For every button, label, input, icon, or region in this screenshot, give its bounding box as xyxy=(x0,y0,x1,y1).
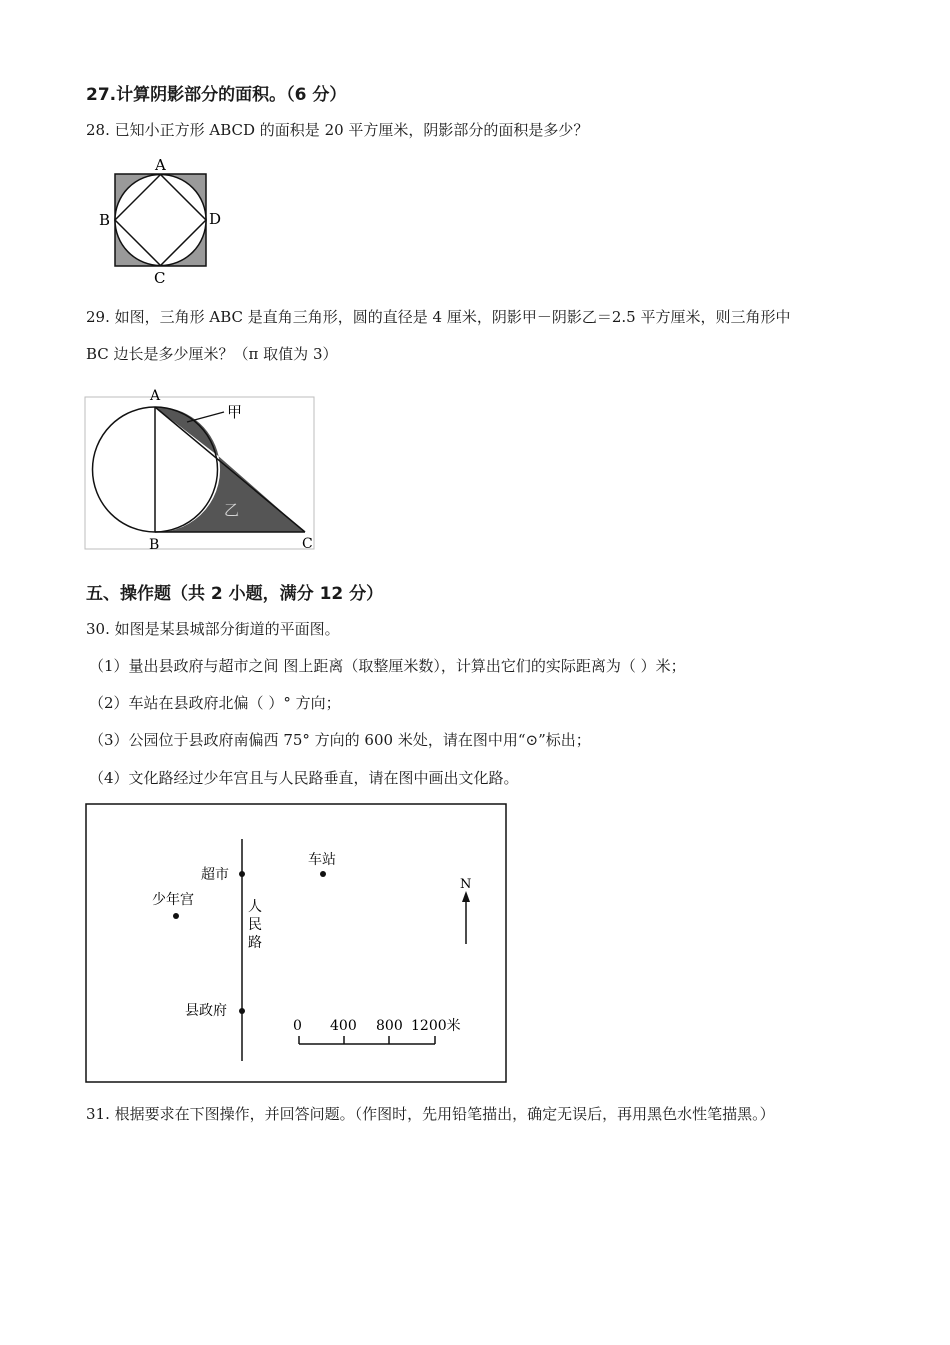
map-frame xyxy=(86,804,506,1082)
question-31-text: 31. 根据要求在下图操作，并回答问题。（作图时，先用铅笔描出，确定无误后，再用黑色水性笔描黑。） xyxy=(86,1105,775,1123)
scale-label-400: 400 xyxy=(330,1018,357,1034)
road-name-char-2: 民 xyxy=(248,917,262,933)
station-label: 车站 xyxy=(308,852,336,868)
road-name-char-3: 路 xyxy=(248,935,262,951)
question-29-line2: BC 边长是多少厘米？（π 取值为 3） xyxy=(86,345,338,363)
label-d: D xyxy=(209,210,222,228)
question-29-line1: 29. 如图，三角形 ABC 是直角三角形，圆的直径是 4 厘米，阴影甲－阴影乙＝2.5 平方厘米，则三角形中 xyxy=(86,308,791,326)
label-b: B xyxy=(99,211,111,229)
government-dot xyxy=(239,1008,245,1014)
label-b: B xyxy=(149,537,160,553)
question-30-item-1: （1）量出县政府与超市之间 图上距离（取整厘米数），计算出它们的实际距离为（ ）米； xyxy=(89,657,686,675)
question-30-intro: 30. 如图是某县城部分街道的平面图。 xyxy=(86,620,340,638)
figure-triangle-circle xyxy=(84,385,324,555)
question-30-item-3: （3）公园位于县政府南偏西 75° 方向的 600 米处，请在图中用“⊙”标出； xyxy=(89,731,591,749)
section-5-heading: 五、操作题（共 2 小题，满分 12 分） xyxy=(86,584,384,604)
north-label: N xyxy=(460,877,472,892)
label-a: A xyxy=(155,156,166,174)
shaded-region-yi xyxy=(155,456,305,532)
scale-label-800: 800 xyxy=(376,1018,403,1034)
label-c: C xyxy=(302,536,313,552)
street-map xyxy=(85,803,509,1085)
station-dot xyxy=(320,871,326,877)
label-jia: 甲 xyxy=(227,403,243,421)
pointer-line xyxy=(187,412,224,422)
question-28-text: 28. 已知小正方形 ABCD 的面积是 20 平方厘米，阴影部分的面积是多少？ xyxy=(86,121,589,139)
label-c: C xyxy=(154,269,166,287)
scale-label-1200: 1200米 xyxy=(411,1018,461,1034)
road-name-char-1: 人 xyxy=(248,899,262,915)
government-label: 县政府 xyxy=(185,1003,227,1019)
label-yi: 乙 xyxy=(224,501,240,519)
scale-label-0: 0 xyxy=(293,1018,302,1034)
inscribed-circle xyxy=(115,175,206,266)
supermarket-dot xyxy=(239,871,245,877)
figure-square-circle xyxy=(92,152,222,287)
supermarket-label: 超市 xyxy=(201,867,229,883)
question-30-item-2: （2）车站在县政府北偏（ ）° 方向； xyxy=(89,694,341,712)
question-30-item-4: （4）文化路经过少年宫且与人民路垂直，请在图中画出文化路。 xyxy=(89,769,519,787)
label-a: A xyxy=(150,388,161,404)
section-27-heading: 27.计算阴影部分的面积。（6 分） xyxy=(86,85,347,105)
youth-palace-label: 少年宫 xyxy=(152,892,194,908)
youth-palace-dot xyxy=(173,913,179,919)
